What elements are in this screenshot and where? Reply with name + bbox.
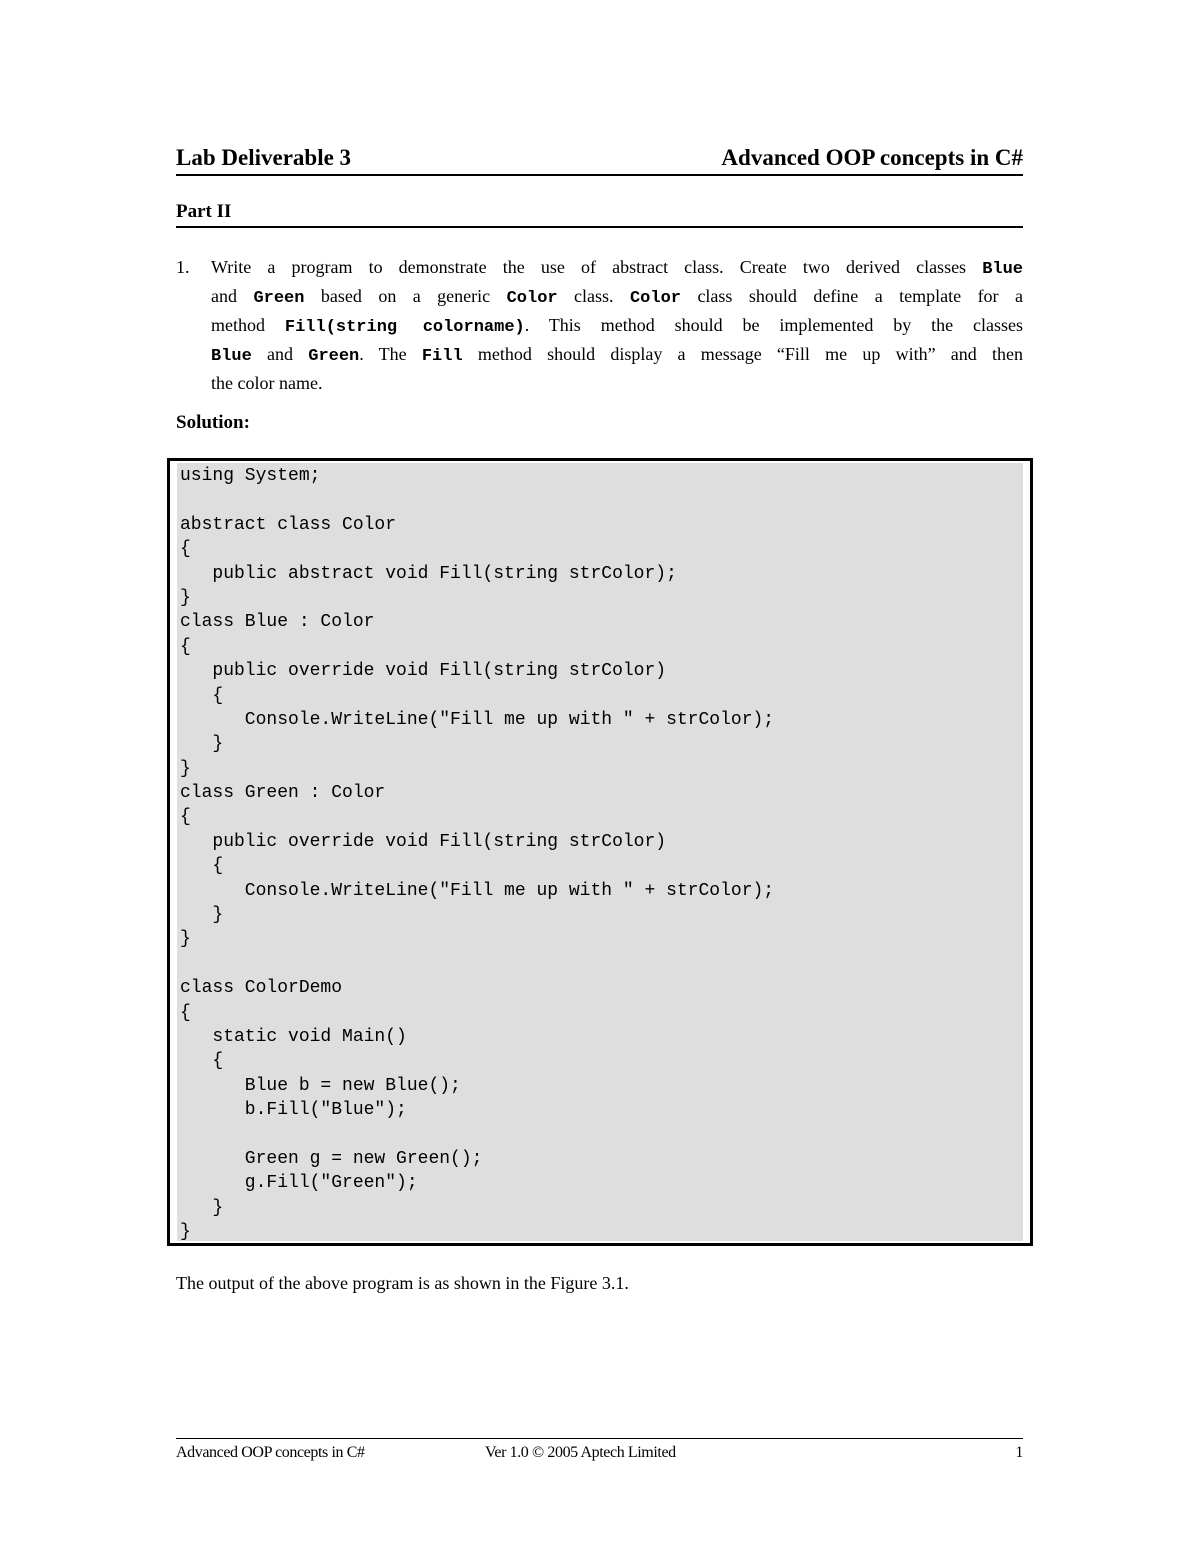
inline-code: Blue xyxy=(982,260,1023,279)
code-line: static void Main() xyxy=(180,1026,407,1047)
question-text-run: . This method should be implemented by the classes xyxy=(524,315,1024,335)
footer-version: Ver 1.0 © 2005 Aptech Limited xyxy=(485,1444,676,1461)
code-line: class ColorDemo xyxy=(180,978,343,999)
question-text-run: . The xyxy=(359,344,422,364)
header-lab-title: Lab Deliverable 3 xyxy=(176,145,352,170)
question-line xyxy=(211,341,1023,370)
inline-code: Green xyxy=(253,289,305,308)
question-line xyxy=(211,283,1023,312)
inline-code: Fill(string colorname) xyxy=(284,318,525,337)
question-line xyxy=(211,370,1023,397)
code-line: { xyxy=(180,1051,224,1072)
page-header xyxy=(176,140,1023,176)
code-line: { xyxy=(180,636,191,657)
inline-code: Green xyxy=(308,347,360,366)
code-listing-background xyxy=(177,463,1023,1241)
code-line: } xyxy=(180,929,191,950)
inline-code: Blue xyxy=(211,347,252,366)
question-text-run: method xyxy=(211,315,285,335)
code-line: { xyxy=(180,1002,191,1023)
code-line: { xyxy=(180,856,224,877)
code-line xyxy=(180,488,774,512)
code-line: Console.WriteLine("Fill me up with " + strColor); xyxy=(180,880,775,901)
code-line: public override void Fill(string strColor) xyxy=(180,661,667,682)
code-line: } xyxy=(180,734,224,755)
code-line: g.Fill("Green"); xyxy=(180,1173,418,1194)
question-text-run: method should display a message “Fill me up with” and then xyxy=(462,344,1023,364)
code-line: { xyxy=(180,807,191,828)
code-line: } xyxy=(180,587,191,608)
code-line: class Blue : Color xyxy=(180,612,375,633)
footer-page-number: 1 xyxy=(1015,1444,1023,1461)
question-text-run: class should define a template for a xyxy=(681,286,1023,306)
code-listing-box xyxy=(167,458,1033,1246)
footer-course-title: Advanced OOP concepts in C# xyxy=(176,1444,365,1461)
code-line: b.Fill("Blue"); xyxy=(180,1100,407,1121)
code-line: { xyxy=(180,685,224,706)
code-listing xyxy=(180,464,774,1245)
code-line: class Green : Color xyxy=(180,783,386,804)
code-line: } xyxy=(180,1197,224,1218)
code-line: using System; xyxy=(180,466,321,486)
question-line xyxy=(211,254,1023,283)
question-line xyxy=(211,312,1023,341)
question-text xyxy=(211,254,1023,397)
code-line: Console.WriteLine("Fill me up with " + strColor); xyxy=(180,709,775,730)
question-text-run: class. xyxy=(557,286,630,306)
code-line xyxy=(180,952,774,976)
code-line: } xyxy=(180,905,224,926)
code-line: { xyxy=(180,539,191,560)
code-line: abstract class Color xyxy=(180,514,397,535)
code-line: } xyxy=(180,1222,191,1243)
page-footer xyxy=(176,1438,1023,1469)
output-caption: The output of the above program is as shown in the Figure 3.1. xyxy=(176,1273,629,1293)
header-course-title: Advanced OOP concepts in C# xyxy=(721,145,1023,170)
code-line: } xyxy=(180,758,191,779)
question-number: 1. xyxy=(176,257,190,277)
part-title: Part II xyxy=(176,199,1023,228)
question-text-run: and xyxy=(211,286,254,306)
inline-code: Color xyxy=(506,289,558,308)
solution-label: Solution: xyxy=(176,412,250,433)
code-line: public override void Fill(string strColor) xyxy=(180,831,667,852)
code-line: Blue b = new Blue(); xyxy=(180,1075,461,1096)
code-line: public abstract void Fill(string strColor); xyxy=(180,563,677,584)
inline-code: Color xyxy=(629,289,681,308)
question-text-run: based on a generic xyxy=(304,286,507,306)
question-text-run: and xyxy=(251,344,309,364)
question-text-run: the color name. xyxy=(211,373,323,393)
code-line: Green g = new Green(); xyxy=(180,1148,483,1169)
inline-code: Fill xyxy=(421,347,463,366)
question-text-run: Write a program to demonstrate the use of abstract class. Create two derived classes xyxy=(211,257,983,277)
code-line xyxy=(180,1123,774,1147)
